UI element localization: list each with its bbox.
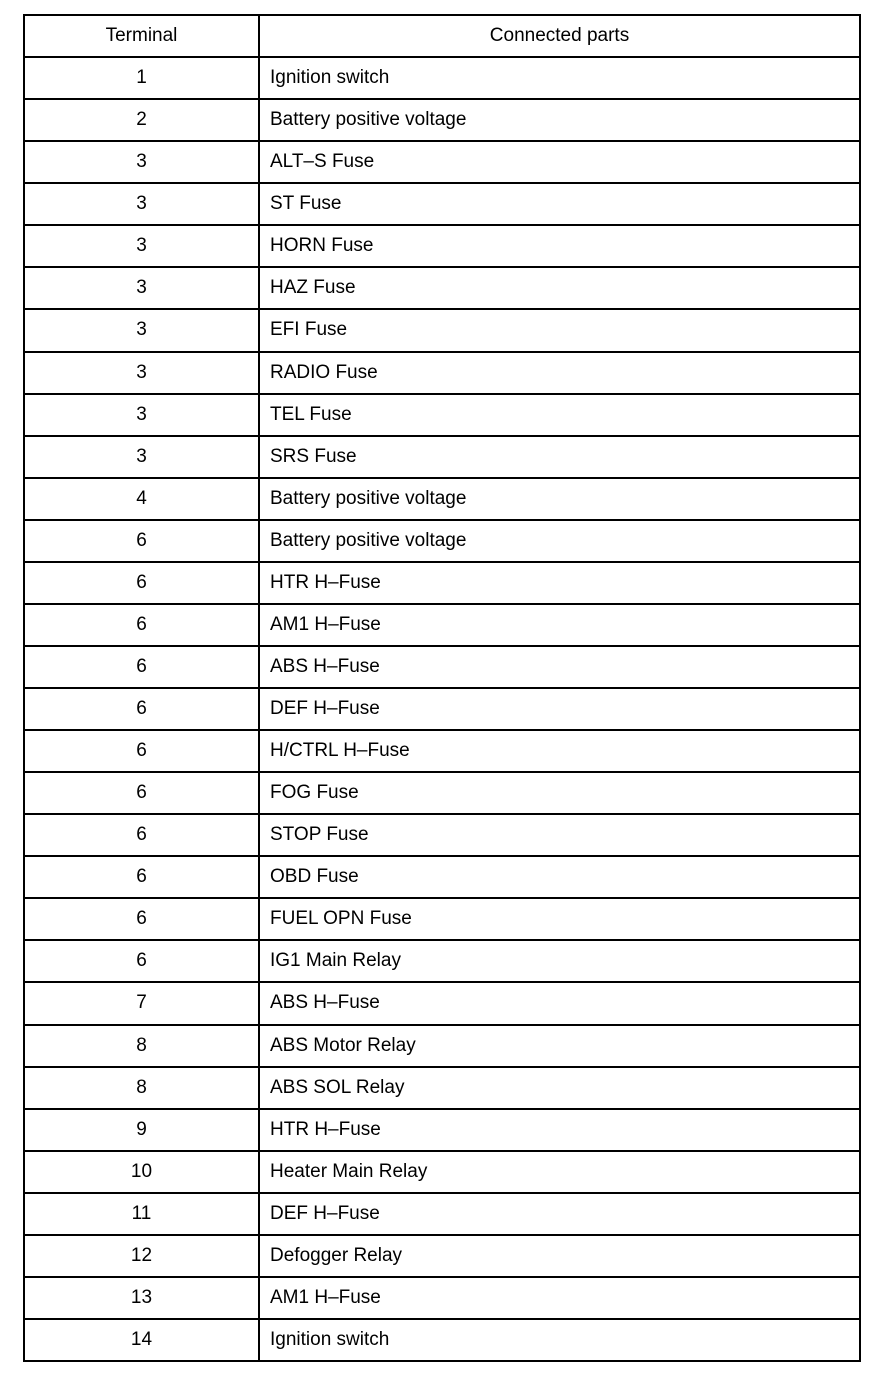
- terminal-cell: 6: [25, 563, 260, 603]
- terminal-cell: 3: [25, 184, 260, 224]
- terminal-cell: 6: [25, 815, 260, 855]
- terminal-cell: 6: [25, 605, 260, 645]
- connected-part-cell: ALT–S Fuse: [270, 151, 375, 173]
- table-row: [25, 310, 859, 352]
- table-row: [25, 521, 859, 563]
- table-row: [25, 941, 859, 983]
- connected-part-cell: DEF H–Fuse: [270, 698, 380, 720]
- connected-part-cell: ABS H–Fuse: [270, 655, 380, 677]
- connected-part-cell: Ignition switch: [270, 67, 390, 89]
- connected-part-cell: RADIO Fuse: [270, 361, 378, 383]
- table-row: [25, 899, 859, 941]
- terminal-cell: 6: [25, 521, 260, 561]
- terminal-cell: 8: [25, 1068, 260, 1108]
- table-row: [25, 1320, 859, 1360]
- connected-part-cell: HTR H–Fuse: [270, 1118, 381, 1140]
- table-header-row: [25, 16, 859, 58]
- table-row: [25, 773, 859, 815]
- table-row: [25, 395, 859, 437]
- terminal-cell: 13: [25, 1278, 260, 1318]
- table-row: [25, 983, 859, 1025]
- table-row: [25, 1152, 859, 1194]
- connected-part-cell: ABS SOL Relay: [270, 1076, 405, 1098]
- connected-part-cell: TEL Fuse: [270, 403, 352, 425]
- terminal-cell: 6: [25, 773, 260, 813]
- table-row: [25, 58, 859, 100]
- table-row: [25, 268, 859, 310]
- connected-part-cell: Battery positive voltage: [270, 529, 467, 551]
- terminal-cell: 6: [25, 899, 260, 939]
- terminal-cell: 3: [25, 437, 260, 477]
- table-row: [25, 1194, 859, 1236]
- header-connected-parts: Connected parts: [489, 25, 630, 47]
- terminal-cell: 6: [25, 647, 260, 687]
- terminal-table: [23, 14, 861, 1362]
- terminal-cell: 1: [25, 58, 260, 98]
- connected-part-cell: Defogger Relay: [270, 1244, 403, 1266]
- table-row: [25, 605, 859, 647]
- terminal-cell: 6: [25, 941, 260, 981]
- connected-part-cell: FOG Fuse: [270, 782, 359, 804]
- terminal-cell: 10: [25, 1152, 260, 1192]
- table-row: [25, 857, 859, 899]
- table-row: [25, 689, 859, 731]
- terminal-cell: 3: [25, 268, 260, 308]
- terminal-cell: 11: [25, 1194, 260, 1234]
- connected-part-cell: DEF H–Fuse: [270, 1202, 380, 1224]
- connected-part-cell: Heater Main Relay: [270, 1160, 428, 1182]
- terminal-cell: 4: [25, 479, 260, 519]
- connected-part-cell: AM1 H–Fuse: [270, 1286, 381, 1308]
- header-terminal: Terminal: [25, 16, 260, 56]
- connected-part-cell: SRS Fuse: [270, 445, 357, 467]
- table-row: [25, 226, 859, 268]
- terminal-cell: 6: [25, 857, 260, 897]
- terminal-cell: 12: [25, 1236, 260, 1276]
- terminal-cell: 3: [25, 310, 260, 350]
- terminal-cell: 6: [25, 731, 260, 771]
- connected-part-cell: EFI Fuse: [270, 319, 348, 341]
- connected-part-cell: HAZ Fuse: [270, 277, 356, 299]
- terminal-cell: 6: [25, 689, 260, 729]
- table-row: [25, 815, 859, 857]
- connected-part-cell: ABS H–Fuse: [270, 992, 380, 1014]
- table-row: [25, 731, 859, 773]
- connected-part-cell: FUEL OPN Fuse: [270, 908, 412, 930]
- terminal-cell: 8: [25, 1026, 260, 1066]
- connected-part-cell: Battery positive voltage: [270, 487, 467, 509]
- connected-part-cell: Ignition switch: [270, 1328, 390, 1350]
- connected-part-cell: H/CTRL H–Fuse: [270, 740, 410, 762]
- connected-part-cell: ABS Motor Relay: [270, 1034, 416, 1056]
- table-row: [25, 1026, 859, 1068]
- table-row: [25, 1236, 859, 1278]
- table-row: [25, 1068, 859, 1110]
- connected-part-cell: IG1 Main Relay: [270, 950, 401, 972]
- table-row: [25, 100, 859, 142]
- terminal-cell: 3: [25, 226, 260, 266]
- terminal-cell: 2: [25, 100, 260, 140]
- terminal-cell: 3: [25, 353, 260, 393]
- table-row: [25, 563, 859, 605]
- terminal-cell: 3: [25, 142, 260, 182]
- connected-part-cell: OBD Fuse: [270, 866, 359, 888]
- table-row: [25, 1110, 859, 1152]
- connected-part-cell: HTR H–Fuse: [270, 571, 381, 593]
- table-row: [25, 647, 859, 689]
- table-row: [25, 353, 859, 395]
- terminal-cell: 3: [25, 395, 260, 435]
- table-row: [25, 437, 859, 479]
- connected-part-cell: ST Fuse: [270, 193, 342, 215]
- terminal-cell: 14: [25, 1320, 260, 1360]
- connected-part-cell: AM1 H–Fuse: [270, 613, 381, 635]
- table-row: [25, 142, 859, 184]
- terminal-cell: 7: [25, 983, 260, 1023]
- connected-part-cell: STOP Fuse: [270, 824, 369, 846]
- connected-part-cell: HORN Fuse: [270, 235, 374, 257]
- table-row: [25, 184, 859, 226]
- table-row: [25, 479, 859, 521]
- connected-part-cell: Battery positive voltage: [270, 109, 467, 131]
- table-row: [25, 1278, 859, 1320]
- terminal-cell: 9: [25, 1110, 260, 1150]
